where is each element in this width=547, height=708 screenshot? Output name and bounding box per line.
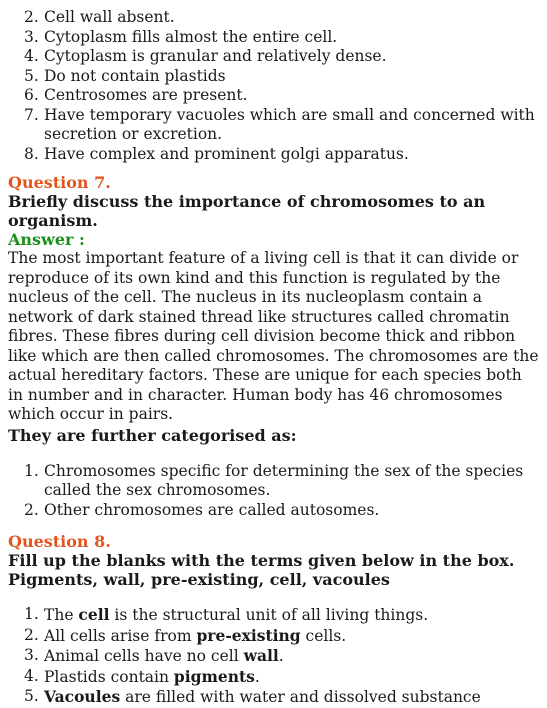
- answer-label: Answer :: [8, 230, 85, 249]
- answer-term: cell: [78, 605, 110, 624]
- list-item: 2. Cell wall absent.: [24, 8, 175, 26]
- list-item: 3. Cytoplasm fills almost the entire cell.: [24, 27, 338, 46]
- question-7-text: Briefly discuss the importance of chromosomes to an organism.: [8, 192, 486, 230]
- list-item: 3. Animal cells have no cell wall.: [24, 646, 284, 665]
- list-item: 4. Plastids contain pigments.: [24, 666, 260, 686]
- question-8-text: Fill up the blanks with the terms given below in the box.: [8, 551, 515, 570]
- answer-paragraph: The most important feature of a living cell is that it can divide or reproduce of its own kind and this function is regulated by the nucleus of the cell. The nucleus in its nucleoplasm contain a network of dark stained thread like structures called chromatin fibres. These fibres during cell division become thick and ribbon like which are then called chromosomes. The chromosomes are the actual hereditary factors. These are unique for each species both in number and in character. Human body has 46 chromosomes which occur in pairs.: [8, 249, 539, 423]
- answer-term: Vacoules: [44, 687, 121, 706]
- question-8-terms: Pigments, wall, pre-existing, cell, vacoules: [8, 570, 390, 589]
- list-item: 5. Do not contain plastids: [24, 66, 226, 85]
- categories-heading: They are further categorised as:: [8, 425, 297, 445]
- list-item: 1. Chromosomes specific for determining the sex of the species called the sex chromosomes.: [24, 461, 524, 499]
- chromosome-categories-list: [0, 462, 547, 521]
- question-8-title: Question 8.: [8, 532, 111, 551]
- list-item: 1. The cell is the structural unit of all living things.: [24, 605, 429, 624]
- answer-term: pre-existing: [196, 625, 301, 645]
- list-item: 6. Centrosomes are present.: [24, 86, 248, 104]
- list-item: 7. Have temporary vacuoles which are small and concerned with secretion or excretion.: [24, 105, 535, 143]
- fill-blanks-list: [0, 605, 547, 708]
- answer-term: pigments: [173, 666, 255, 686]
- list-item: 5. Vacoules are filled with water and dissolved substance: [24, 687, 481, 706]
- cell-features-list: [0, 8, 547, 164]
- answer-term: wall: [243, 646, 279, 665]
- list-item: 8. Have complex and prominent golgi apparatus.: [24, 144, 409, 163]
- list-item: 2. All cells arise from pre-existing cells.: [24, 625, 347, 645]
- list-item: 4. Cytoplasm is granular and relatively dense.: [24, 47, 387, 65]
- list-item: 2. Other chromosomes are called autosomes.: [24, 500, 380, 519]
- question-7-title: Question 7.: [8, 173, 111, 192]
